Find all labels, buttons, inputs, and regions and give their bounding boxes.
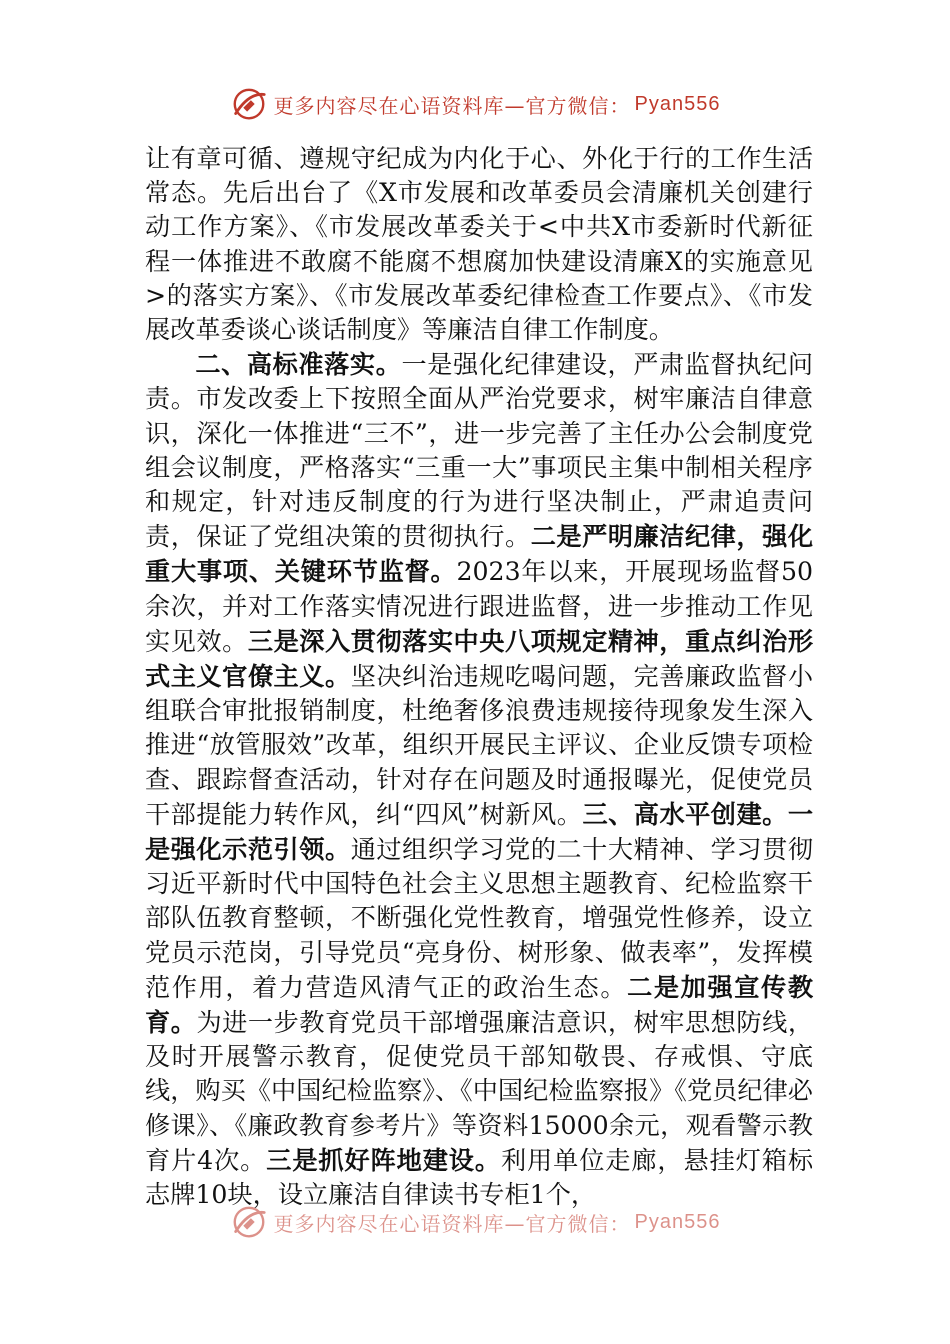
text-run: 利用单位走廊，悬挂灯箱标志牌10块，设立廉洁自律读书专柜1个， (145, 1145, 814, 1210)
watermark-header (0, 82, 950, 126)
watermark-text: 更多内容尽在心语资料库—官方微信： (273, 93, 631, 118)
text-run: 让有章可循、遵规守纪成为内化于心、外化于行的工作生活常态。先后出台了《X市发展和改革委员会清廉机关创建行动工作方案》、《市发展改革委关于<中共X市委新时代新征程一体推进不敢腐不能腐不想腐加快建设清廉X的实施意见>的落实方案》、《市发展改革委纪律检查工作要点》、《市发展改革委谈心谈话制度》等廉洁自律工作制度。 (145, 144, 813, 345)
paragraph (145, 347, 813, 1212)
text-run: 为进一步教育党员干部增强廉洁意识，树牢思想防线，及时开展警示教育，促使党员干部知敬畏、存戒惧、守底线，购买《中国纪检监察》、《中国纪检监察报》《党员纪律必修课》、《廉政教育参考片》等资料15000余元，观看警示教育片4次。 (145, 1008, 814, 1175)
watermark-text: 更多内容尽在心语资料库—官方微信： (273, 1211, 631, 1236)
bold-heading-run: 二、高标准落实。 (195, 349, 402, 380)
paragraph (145, 142, 813, 347)
text-run: 一是强化纪律建设，严肃监督执纪问责。市发改委上下按照全面从严治党要求，树牢廉洁自律意识，深化一体推进“三不”，进一步完善了主任办公会制度党组会议制度，严格落实“三重一大”事项民主集中制相关程序和规定，针对违反制度的行为进行坚决制止，严肃追责问责，保证了党组决策的贯彻执行。 (145, 350, 814, 552)
document-body (145, 142, 813, 1212)
watermark-wechat-id: Pyan556 (634, 92, 721, 115)
bold-heading-run: 三是抓好阵地建设。 (266, 1144, 501, 1175)
logo-icon (230, 1203, 268, 1241)
bold-heading-run: 三、高水平创建。一是强化示范引领。 (145, 798, 814, 865)
text-run: 坚决纠治违规吃喝问题，完善廉政监督小组联合审批报销制度，杜绝奢侈浪费违规接待现象发生深入推进“放管服效”改革，组织开展民主评议、企业反馈专项检查、跟踪督查活动，针对存在问题及时通报曝光，促使党员干部提能力转作风，纠“四风”树新风。 (145, 662, 814, 829)
bold-heading-run: 三是深入贯彻落实中央八项规定精神，重点纠治形式主义官僚主义。 (145, 625, 814, 692)
text-run: 通过组织学习党的二十大精神、学习贯彻习近平新时代中国特色社会主义思想主题教育、纪检监察干部队伍教育整顿，不断强化党性教育，增强党性修养，设立党员示范岗，引导党员“亮身份、树形象、做表率”，发挥模范作用，着力营造风清气正的政治生态。 (145, 835, 814, 1002)
watermark-wechat-id: Pyan556 (634, 1210, 721, 1233)
logo-icon (230, 85, 268, 123)
watermark-footer (0, 1200, 950, 1244)
bold-heading-run: 二是加强宣传教育。 (145, 971, 814, 1038)
bold-heading-run: 二是严明廉洁纪律，强化重大事项、关键环节监督。 (145, 521, 814, 587)
text-run: 2023年以来，开展现场监督50余次，并对工作落实情况进行跟进监督，进一步推动工作见实见效。 (145, 557, 813, 656)
